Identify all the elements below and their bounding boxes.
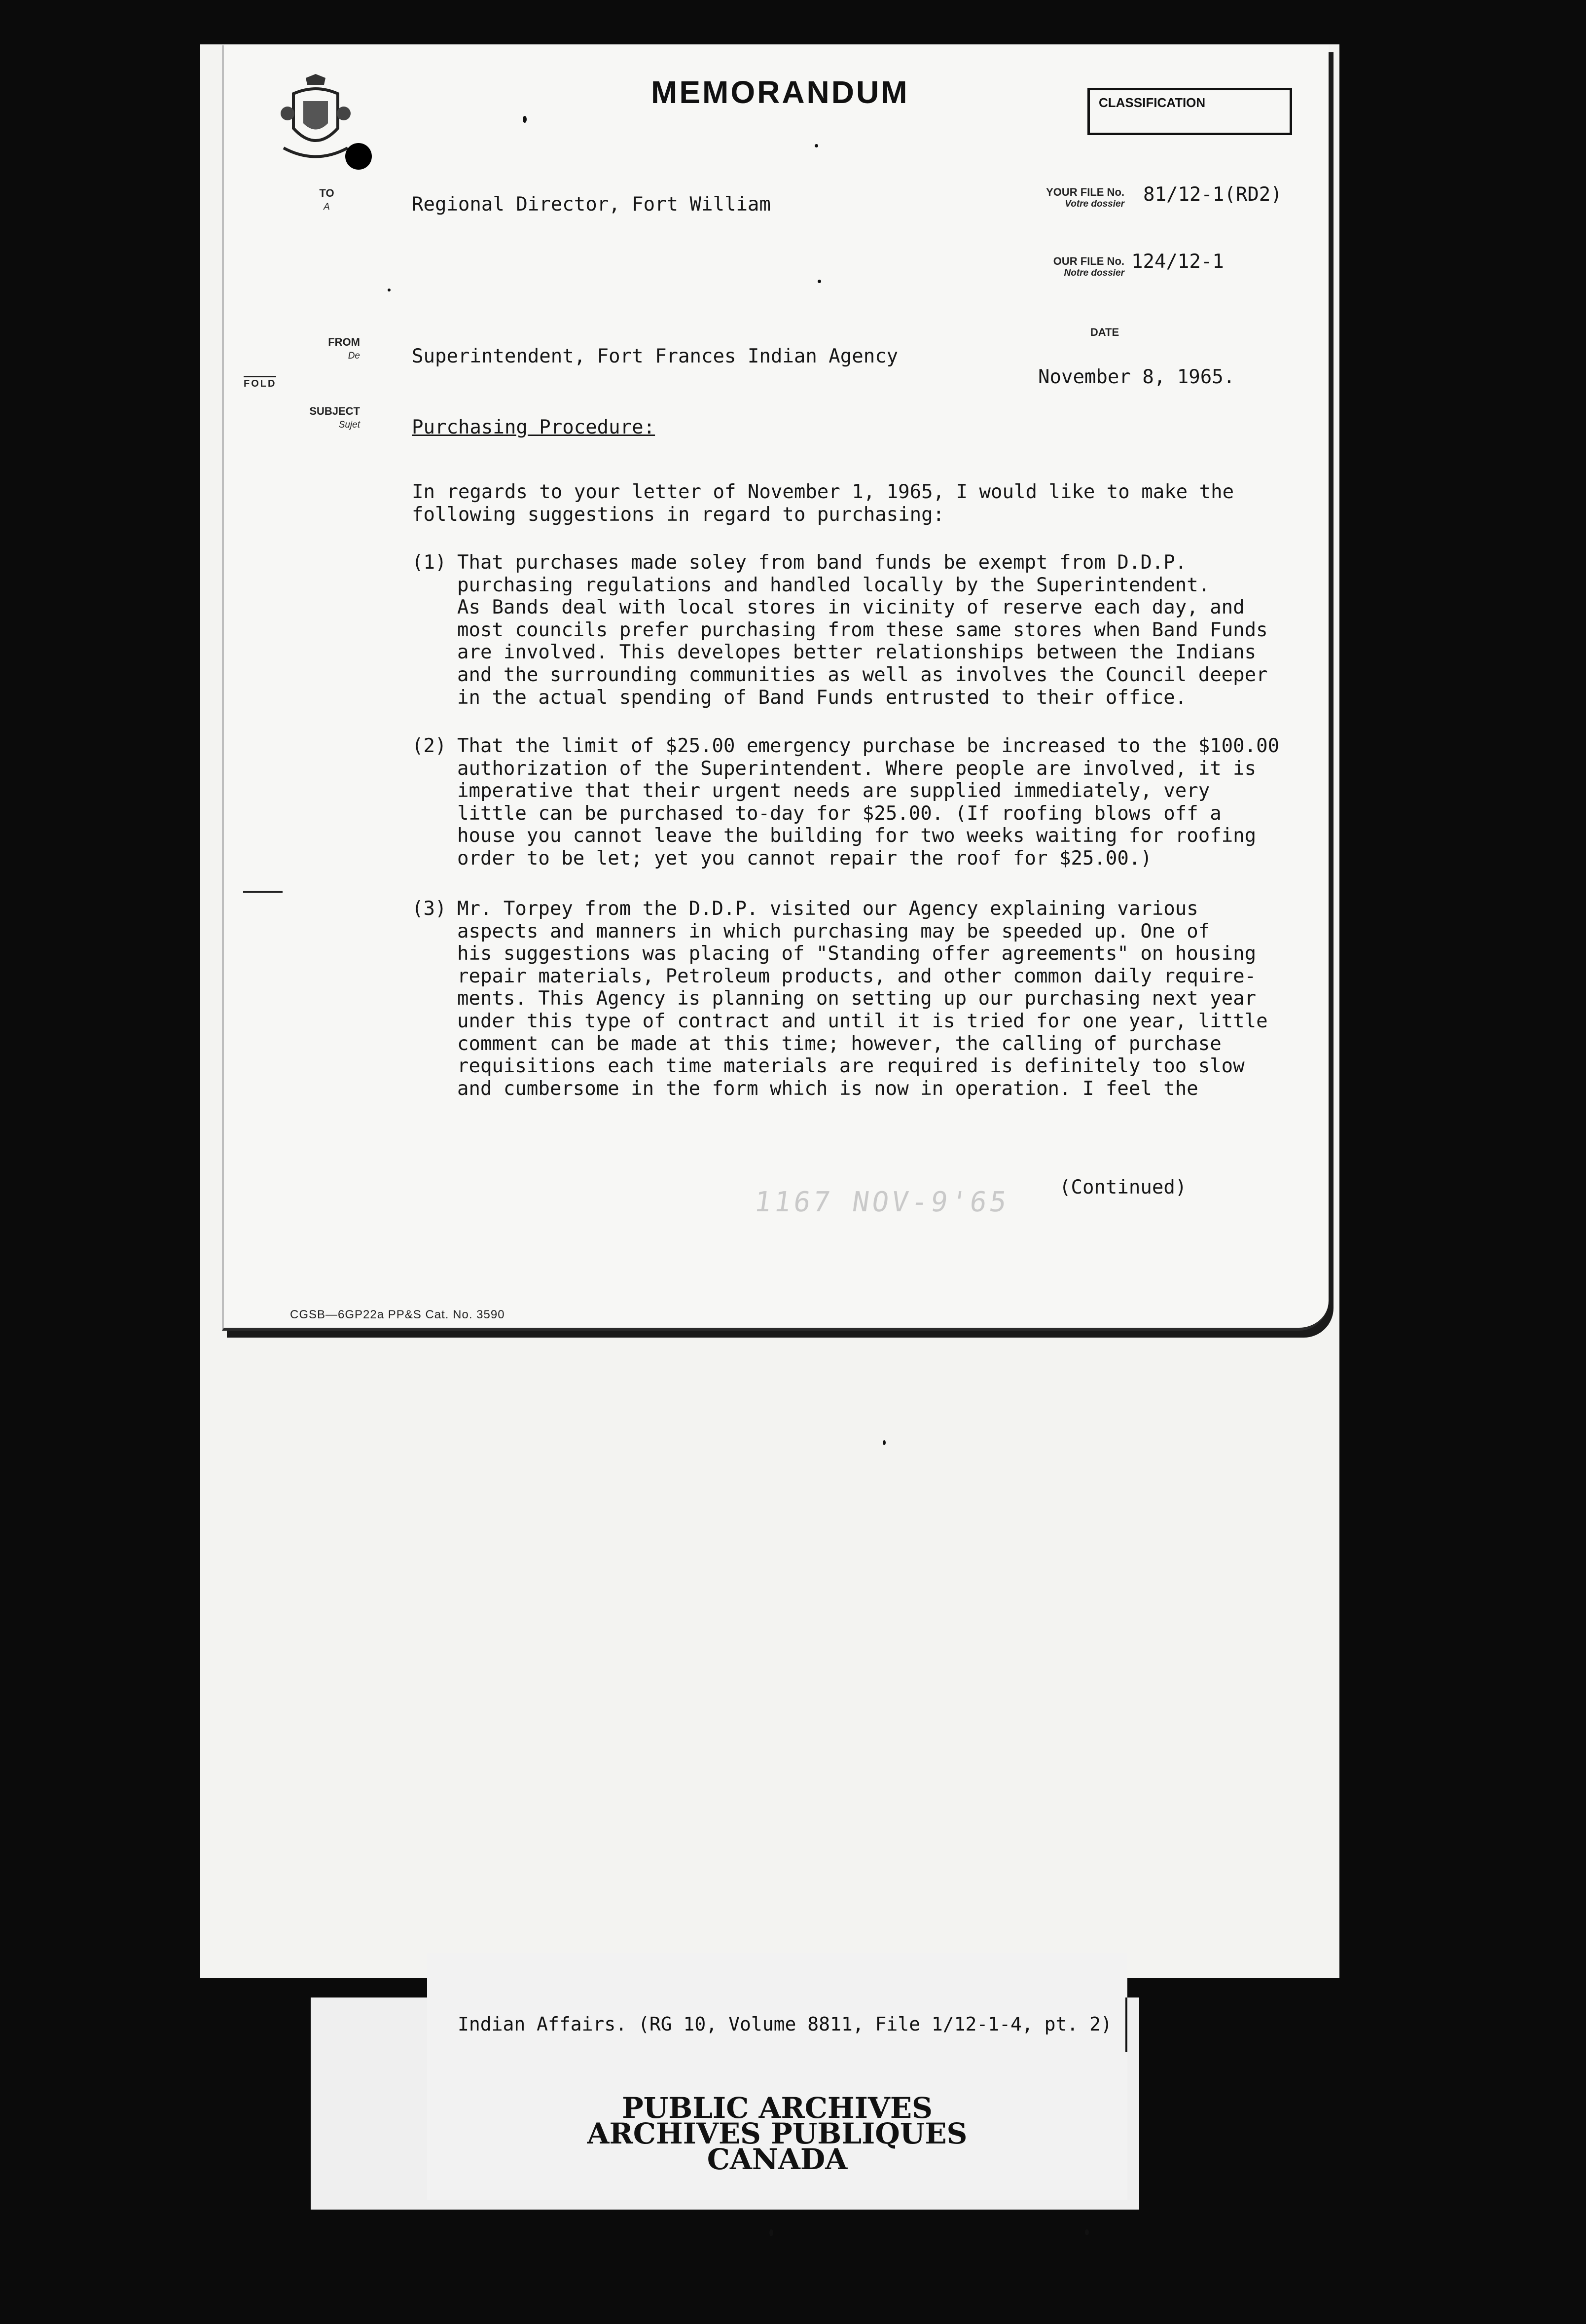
archives-line-3: CANADA <box>707 2142 848 2176</box>
scan-speck <box>523 116 527 123</box>
subject-label: SUBJECT Sujet <box>309 405 360 430</box>
scan-speck <box>769 2229 773 2236</box>
citation-box <box>427 1997 1127 2052</box>
item-1: (1) That purchases made soley from band funds be exempt from D.D.P. purchasing regulations and handled locally by the Superintendent. As Bands deal with local stores in vicinity of reserve each day, and most councils prefer purchasing from these same stores when Band Funds are involved. This developes better relationships between the Indians and the surrounding communities as well as involves the Council deeper in the actual spending of Band Funds entrusted to their office. <box>412 551 1268 709</box>
coat-of-arms-icon <box>279 74 353 168</box>
scan-speck <box>883 1440 886 1445</box>
your-file-label: YOUR FILE No. Votre dossier <box>1046 186 1124 209</box>
scan-speck <box>388 289 391 291</box>
item-2: (2) That the limit of $25.00 emergency purchase be increased to the $100.00 authorization of the Superintendent. Where people are involved, it is imperative that their urgent needs are supplied immediately, very little can be purchased to-day for $25.00. (If roofing blows off a house you cannot leave the building for two weeks waiting for roofing order to be let; yet you cannot repair the roof for $25.00.) <box>412 735 1280 870</box>
archive-citation: Indian Affairs. (RG 10, Volume 8811, File 1/12-1-4, pt. 2) <box>458 2013 1112 2035</box>
subject-value: Purchasing Procedure: <box>412 416 655 438</box>
our-file-value: 124/12-1 <box>1131 251 1224 273</box>
classification-label: CLASSIFICATION <box>1099 95 1206 110</box>
scan-speck <box>815 144 818 147</box>
from-label: FROM De <box>328 336 360 361</box>
scan-speck <box>1085 2229 1089 2235</box>
item-3: (3) Mr. Torpey from the D.D.P. visited our Agency explaining various aspects and manners in which purchasing may be speeded up. One of his suggestions was placing of "Standing offer agreements" on housing repair materials, Petroleum products, and other common daily require- ments. This Agency is planning on setting up our purchasing next year under this type of contract and until it is tried for one year, little comment can be made at this time; however, the calling of purchase requisitions each time materials are required is definitely too slow and cumbersome in the form which is now in operation. I feel the <box>412 898 1268 1100</box>
intro-paragraph: In regards to your letter of November 1, 1965, I would like to make the following suggestions in regard to purchasing: <box>412 481 1234 526</box>
to-value: Regional Director, Fort William <box>412 193 771 216</box>
date-value: November 8, 1965. <box>1038 366 1235 388</box>
continued-note: (Continued) <box>1059 1176 1187 1198</box>
date-label: DATE <box>1090 326 1119 338</box>
classification-box <box>1087 88 1292 135</box>
seal-dot <box>345 143 372 170</box>
archives-line-2: ARCHIVES PUBLIQUES <box>587 2117 968 2150</box>
to-label: TO A <box>319 187 334 212</box>
memo-title: MEMORANDUM <box>651 74 909 110</box>
archive-label <box>427 1953 1127 2200</box>
from-value: Superintendent, Fort Frances Indian Agency <box>412 345 899 367</box>
fold-label: FOLD <box>244 376 276 390</box>
form-code: CGSB—6GP22a PP&S Cat. No. 3590 <box>290 1308 505 1321</box>
our-file-label: OUR FILE No. Notre dossier <box>1053 255 1124 278</box>
your-file-value: 81/12-1(RD2) <box>1143 183 1282 206</box>
scan-speck <box>818 280 821 283</box>
fold-mark <box>243 891 283 893</box>
received-stamp: 1167 NOV-9'65 <box>752 1186 1011 1218</box>
archives-line-1: PUBLIC ARCHIVES <box>622 2091 933 2125</box>
